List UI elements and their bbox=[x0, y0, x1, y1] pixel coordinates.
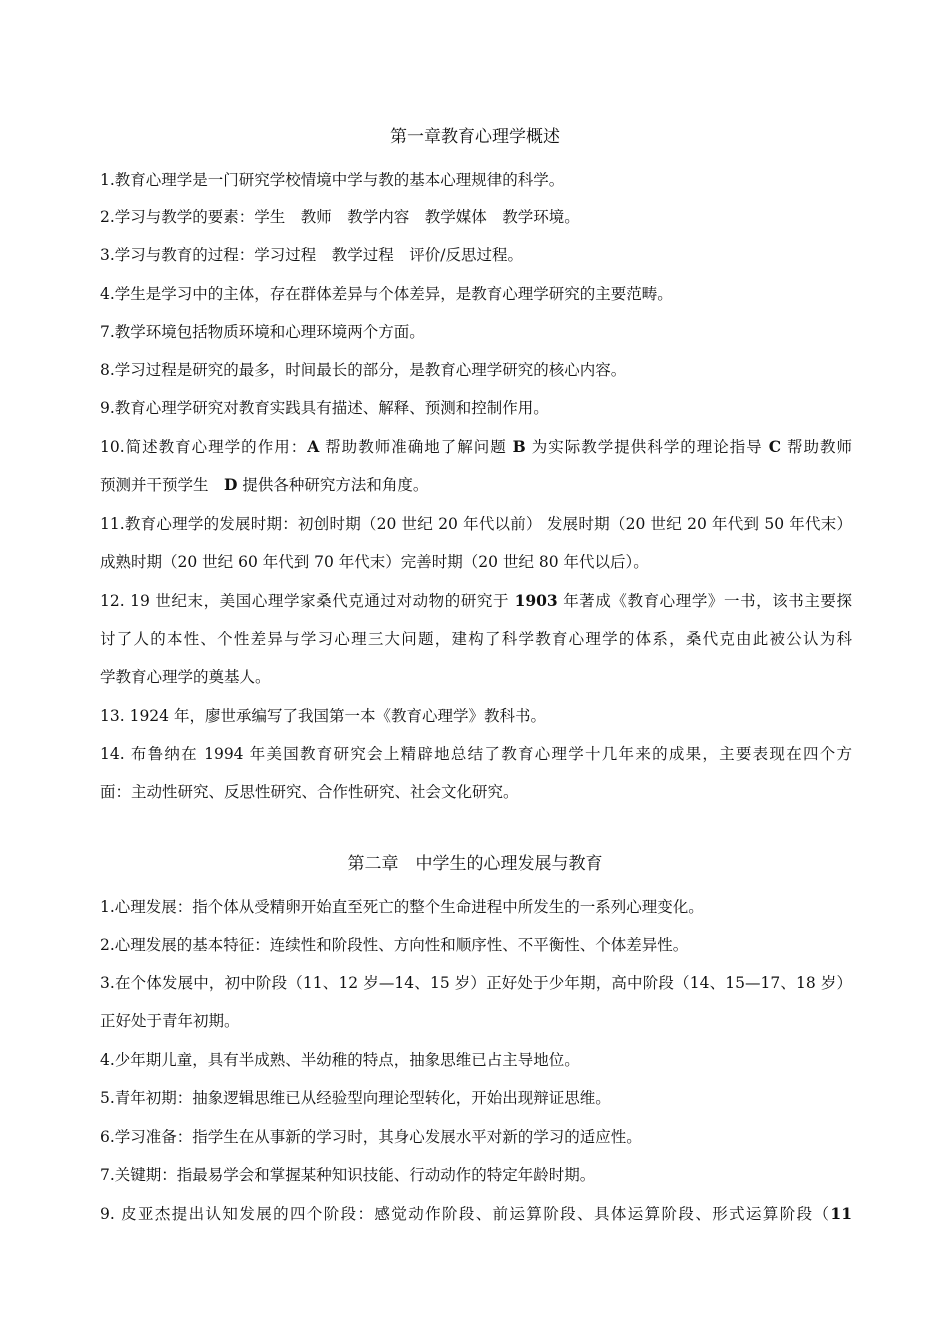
ch2-item-9: 9. 皮亚杰提出认知发展的四个阶段：感觉动作阶段、前运算阶段、具体运算阶段、形式运算阶段（11 bbox=[100, 1204, 852, 1223]
ch1-item-13: 13. 1924 年，廖世承编写了我国第一本《教育心理学》教科书。 bbox=[100, 707, 546, 725]
ch1-item-12-line-1: 12. 19 世纪末，美国心理学家桑代克通过对动物的研究于 1903 年著成《教育心理学》一书，该书主要探 bbox=[100, 591, 852, 610]
ch2-item-6: 6.学习准备：指学生在从事新的学习时，其身心发展水平对新的学习的适应性。 bbox=[100, 1128, 642, 1146]
ch2-item-1: 1.心理发展：指个体从受精卵开始直至死亡的整个生命进程中所发生的一系列心理变化。 bbox=[100, 898, 704, 916]
ch1-item-2: 2.学习与教学的要素：学生 教师 教学内容 教学媒体 教学环境。 bbox=[100, 208, 580, 226]
ch1-item-12-line-3: 学教育心理学的奠基人。 bbox=[100, 668, 271, 686]
ch1-item-11-line-1: 11.教育心理学的发展时期：初创时期（20 世纪 20 年代以前） 发展时期（20 世纪 20 年代到 50 年代末） bbox=[100, 515, 852, 533]
ch1-item-3: 3.学习与教育的过程：学习过程 教学过程 评价/反思过程。 bbox=[100, 246, 524, 264]
ch1-item-10-line-1: 10.简述教育心理学的作用：A 帮助教师准确地了解问题 B 为实际教学提供科学的理论指导 C 帮助教师 bbox=[100, 437, 853, 456]
ch1-item-9: 9.教育心理学研究对教育实践具有描述、解释、预测和控制作用。 bbox=[100, 399, 549, 417]
ch1-item-12-line-2: 讨了人的本性、个性差异与学习心理三大问题，建构了科学教育心理学的体系，桑代克由此被公认为科 bbox=[100, 630, 852, 648]
ch1-item-7: 7.教学环境包括物质环境和心理环境两个方面。 bbox=[100, 323, 425, 341]
ch1-item-10-line-2: 预测并干预学生 D 提供各种研究方法和角度。 bbox=[100, 475, 429, 494]
ch1-item-14-line-2: 面：主动性研究、反思性研究、合作性研究、社会文化研究。 bbox=[100, 783, 519, 801]
ch1-item-14-line-1: 14. 布鲁纳在 1994 年美国教育研究会上精辟地总结了教育心理学十几年来的成果，主要表现在四个方 bbox=[100, 745, 852, 763]
ch2-item-4: 4.少年期儿童，具有半成熟、半幼稚的特点，抽象思维已占主导地位。 bbox=[100, 1051, 580, 1069]
ch2-item-5: 5.青年初期：抽象逻辑思维已从经验型向理论型转化，开始出现辩证思维。 bbox=[100, 1089, 611, 1107]
ch1-item-1: 1.教育心理学是一门研究学校情境中学与教的基本心理规律的科学。 bbox=[100, 171, 565, 189]
ch1-item-4: 4.学生是学习中的主体，存在群体差异与个体差异，是教育心理学研究的主要范畴。 bbox=[100, 285, 673, 303]
ch1-item-8: 8.学习过程是研究的最多，时间最长的部分，是教育心理学研究的核心内容。 bbox=[100, 361, 627, 379]
chapter-2-title: 第二章 中学生的心理发展与教育 bbox=[347, 854, 603, 874]
chapter-1-title: 第一章教育心理学概述 bbox=[390, 127, 560, 147]
ch1-item-11-line-2: 成熟时期（20 世纪 60 年代到 70 年代末）完善时期（20 世纪 80 年代以后）。 bbox=[100, 553, 649, 571]
ch2-item-3-line-1: 3.在个体发展中，初中阶段（11、12 岁—14、15 岁）正好处于少年期，高中阶段（14、15—17、18 岁） bbox=[100, 974, 852, 992]
ch2-item-2: 2.心理发展的基本特征：连续性和阶段性、方向性和顺序性、不平衡性、个体差异性。 bbox=[100, 936, 689, 954]
ch2-item-7: 7.关键期：指最易学会和掌握某种知识技能、行动动作的特定年龄时期。 bbox=[100, 1166, 596, 1184]
ch2-item-3-line-2: 正好处于青年初期。 bbox=[100, 1012, 240, 1030]
